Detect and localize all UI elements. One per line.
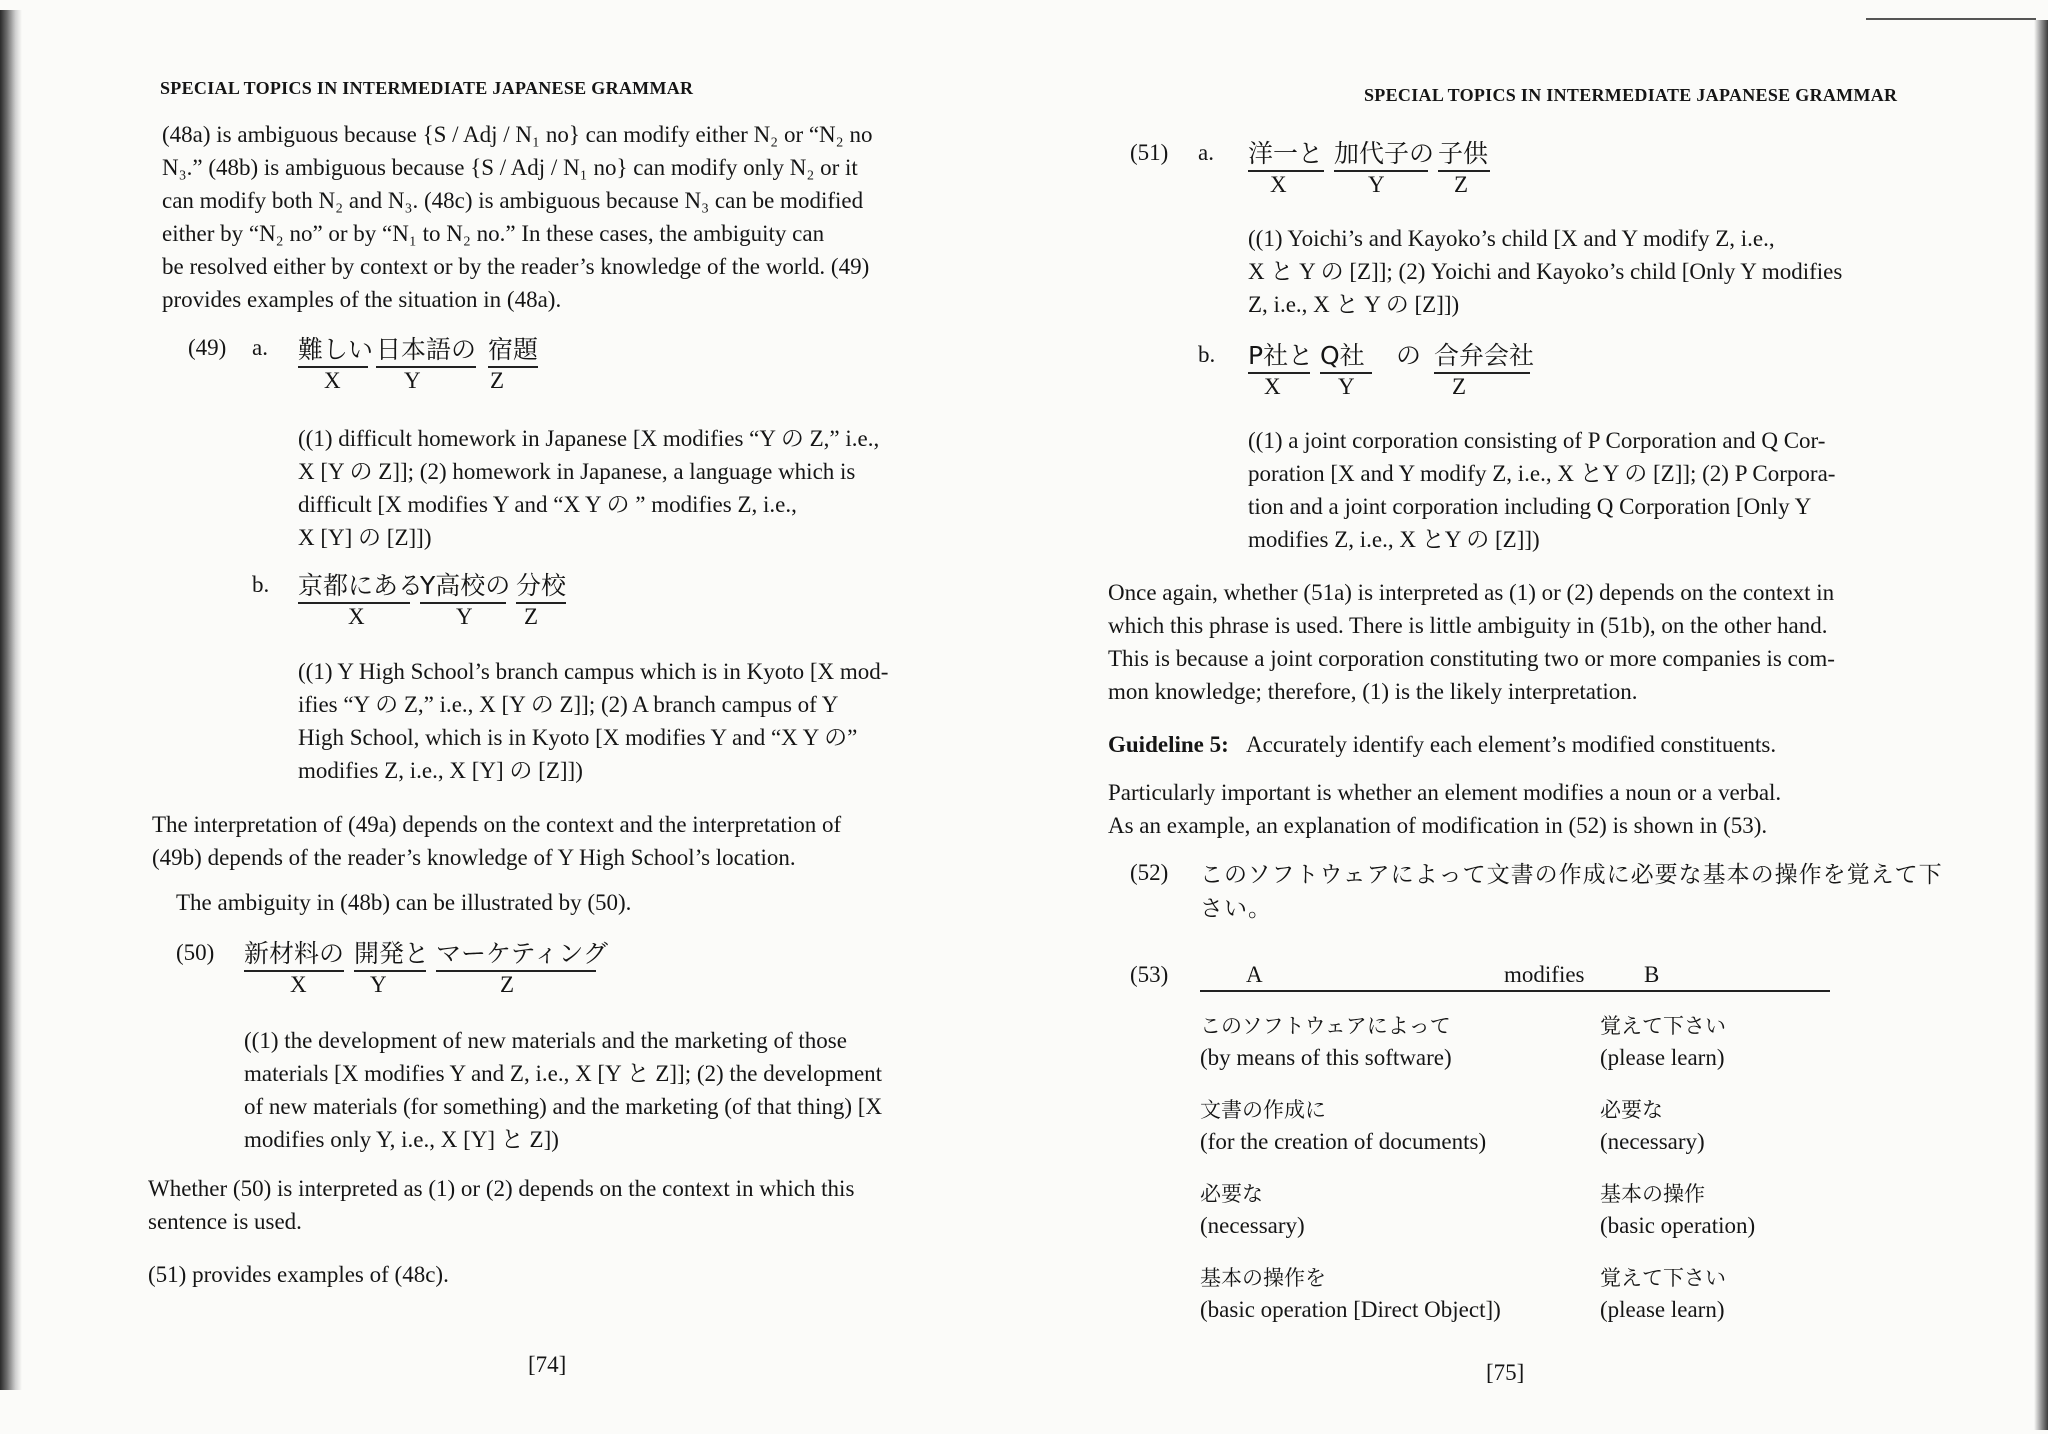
page-number: [75]	[1486, 1360, 1525, 1385]
text-line: As an example, an explanation of modification in (52) is shown in (53).	[1108, 813, 1768, 838]
label-y: Y	[370, 972, 387, 997]
sentence-52-line2: さい。	[1200, 896, 1272, 922]
running-head: SPECIAL TOPICS IN INTERMEDIATE JAPANESE GRAMMAR	[1364, 85, 1898, 105]
label-x: X	[290, 972, 307, 997]
guideline-text: Accurately identify each element’s modified constituents.	[1246, 732, 1777, 757]
text-line: ((1) Yoichi’s and Kayoko’s child [X and Y modify Z, i.e.,	[1248, 226, 1775, 251]
table-row-2-b: 必要な (necessary)	[1600, 1098, 1705, 1154]
phrase-z: 子供	[1438, 139, 1489, 168]
modifies-header: modifies	[1504, 962, 1585, 987]
text-line: X [Y の Z]]; (2) homework in Japanese, a language which is	[298, 459, 856, 484]
phrase-y: Q社	[1320, 341, 1365, 370]
example-number: (52)	[1130, 860, 1169, 885]
label-x: X	[1264, 374, 1281, 399]
paragraph-after-49	[152, 808, 972, 874]
example-number: (53)	[1130, 962, 1169, 987]
text-line: (49b) depends of the reader’s knowledge of Y High School’s location.	[152, 845, 796, 870]
gloss-51a	[1248, 222, 1938, 321]
text-line: tion and a joint corporation including Q Corporation [Only Y	[1248, 494, 1812, 519]
phrase-y: 開発と	[354, 939, 430, 968]
right-page	[1024, 0, 2048, 1434]
text-line: be resolved either by context or by the reader’s knowledge of the world. (49)	[162, 254, 870, 279]
particle-no: の	[1396, 341, 1422, 370]
table-row-1-b: 覚えて下さい (please learn)	[1600, 1014, 1726, 1070]
text-line: The interpretation of (49a) depends on the context and the interpretation of	[152, 812, 842, 837]
text-line: modifies only Y, i.e., X [Y] と Z])	[244, 1127, 559, 1152]
text-line: Whether (50) is interpreted as (1) or (2) depends on the context in which this	[148, 1176, 855, 1201]
text-line: ((1) Y High School’s branch campus which is in Kyoto [X mod-	[298, 659, 889, 684]
table-row-4-a: 基本の操作を (basic operation [Direct Object])	[1200, 1266, 1501, 1322]
label-y: Y	[456, 604, 473, 629]
text-line: This is because a joint corporation constituting two or more companies is com-	[1108, 646, 1835, 671]
label-x: X	[324, 368, 341, 393]
phrase-x: 難しい	[298, 335, 374, 364]
paragraph-51-intro: (51) provides examples of (48c).	[148, 1262, 449, 1287]
text-line: modifies Z, i.e., X [Y] の [Z]])	[298, 758, 583, 783]
example-number: (49)	[188, 335, 227, 360]
phrase-y: 日本語の	[376, 335, 477, 364]
text-line: mon knowledge; therefore, (1) is the likely interpretation.	[1108, 679, 1638, 704]
phrase-y: Y高校の	[420, 571, 511, 600]
guideline-label: Guideline 5:	[1108, 732, 1229, 757]
text-line: Once again, whether (51a) is interpreted as (1) or (2) depends on the context in	[1108, 580, 1835, 605]
guideline	[1108, 728, 1776, 761]
phrase-x: 新材料の	[244, 939, 345, 968]
table-row-2-a: 文書の作成に (for the creation of documents)	[1200, 1098, 1487, 1154]
gloss-51b	[1248, 424, 1938, 556]
text-line: ((1) difficult homework in Japanese [X modifies “Y の Z,” i.e.,	[298, 426, 880, 451]
label-z: Z	[1454, 172, 1469, 197]
phrase-z: 分校	[516, 571, 567, 600]
phrase-z: 宿題	[488, 335, 539, 364]
phrase-x: 洋一と	[1248, 139, 1324, 168]
phrase-z: 合弁会社	[1434, 341, 1535, 370]
gloss-49b	[298, 655, 970, 787]
example-letter: b.	[1198, 342, 1216, 367]
label-x: X	[348, 604, 365, 629]
gloss-49a	[298, 422, 970, 554]
label-z: Z	[500, 972, 515, 997]
text-line: ((1) a joint corporation consisting of P Corporation and Q Cor-	[1248, 428, 1826, 453]
sentence-52-line1: このソフトウェアによって文書の作成に必要な基本の操作を覚えて下	[1200, 862, 1943, 888]
text-line: ((1) the development of new materials and the marketing of those	[244, 1028, 847, 1053]
label-z: Z	[1452, 374, 1467, 399]
gloss-50	[244, 1024, 956, 1156]
example-letter: a.	[1198, 140, 1214, 165]
text-line: ifies “Y の Z,” i.e., X [Y の Z]]; (2) A branch campus of Y	[298, 692, 839, 717]
phrase-x: P社と	[1248, 341, 1314, 370]
table-row-4-b: 覚えて下さい (please learn)	[1600, 1266, 1726, 1322]
text-line: Z, i.e., X と Y の [Z]])	[1248, 292, 1460, 317]
label-x: X	[1270, 172, 1287, 197]
paragraph-after-50	[148, 1172, 958, 1238]
column-a-header: A	[1246, 962, 1263, 987]
label-z: Z	[490, 368, 505, 393]
phrase-x: 京都にある	[298, 571, 424, 600]
page-edge-shadow	[2034, 20, 2048, 1430]
label-y: Y	[1338, 374, 1355, 399]
text-line: X と Y の [Z]]; (2) Yoichi and Kayoko’s child [Only Y modifies	[1248, 259, 1843, 284]
phrase-z: マーケティング	[436, 939, 609, 968]
text-line: materials [X modifies Y and Z, i.e., X [Y と Z]]; (2) the development	[244, 1061, 883, 1086]
text-line: which this phrase is used. There is little ambiguity in (51b), on the other hand.	[1108, 613, 1828, 638]
text-line: modifies Z, i.e., X とY の [Z]])	[1248, 527, 1540, 552]
underline	[354, 970, 426, 972]
paragraph-after-51	[1108, 576, 1938, 708]
underline	[436, 970, 596, 972]
text-line: (48a) is ambiguous because {S / Adj / N₁ no} can modify either N₂ or “N₂ no	[162, 122, 873, 147]
paragraph-48b: The ambiguity in (48b) can be illustrated by (50).	[176, 890, 632, 915]
text-line: X [Y] の [Z]])	[298, 525, 432, 550]
example-letter: b.	[252, 572, 270, 597]
example-number: (50)	[176, 940, 215, 965]
text-line: High School, which is in Kyoto [X modifies Y and “X Y の”	[298, 725, 858, 750]
table-row-3-a: 必要な (necessary)	[1200, 1182, 1305, 1238]
label-z: Z	[524, 604, 539, 629]
table-rule	[1200, 990, 1830, 992]
text-line: N₃.” (48b) is ambiguous because {S / Adj / N₁ no} can modify only N₂ or it	[162, 155, 858, 180]
text-line: either by “N₂ no” or by “N₁ to N₂ no.” In these cases, the ambiguity can	[162, 221, 825, 246]
edge-rule	[1866, 18, 2036, 20]
text-line: sentence is used.	[148, 1209, 302, 1234]
intro-paragraph	[162, 118, 970, 316]
text-line: poration [X and Y modify Z, i.e., X とY の [Z]]; (2) P Corpora-	[1248, 461, 1836, 486]
text-line: Particularly important is whether an element modifies a noun or a verbal.	[1108, 780, 1782, 805]
label-y: Y	[1368, 172, 1385, 197]
text-line: can modify both N₂ and N₃. (48c) is ambiguous because N₃ can be modified	[162, 188, 864, 213]
underline	[1434, 372, 1530, 374]
underline	[376, 366, 476, 368]
label-y: Y	[404, 368, 421, 393]
example-letter: a.	[252, 335, 268, 360]
phrase-y: 加代子の	[1334, 139, 1435, 168]
page-number: [74]	[528, 1352, 567, 1377]
table-row-3-b: 基本の操作 (basic operation)	[1600, 1182, 1756, 1238]
example-number: (51)	[1130, 140, 1169, 165]
table-row-1-a: このソフトウェアによって (by means of this software)	[1200, 1014, 1452, 1070]
binding-shadow	[0, 10, 22, 1390]
running-head: SPECIAL TOPICS IN INTERMEDIATE JAPANESE GRAMMAR	[160, 78, 694, 98]
text-line: of new materials (for something) and the marketing (of that thing) [X	[244, 1094, 883, 1119]
column-b-header: B	[1644, 962, 1660, 987]
text-line: provides examples of the situation in (48a).	[162, 287, 562, 312]
text-line: difficult [X modifies Y and “X Y の ” modifies Z, i.e.,	[298, 492, 797, 517]
paragraph-52-intro	[1108, 776, 1938, 842]
